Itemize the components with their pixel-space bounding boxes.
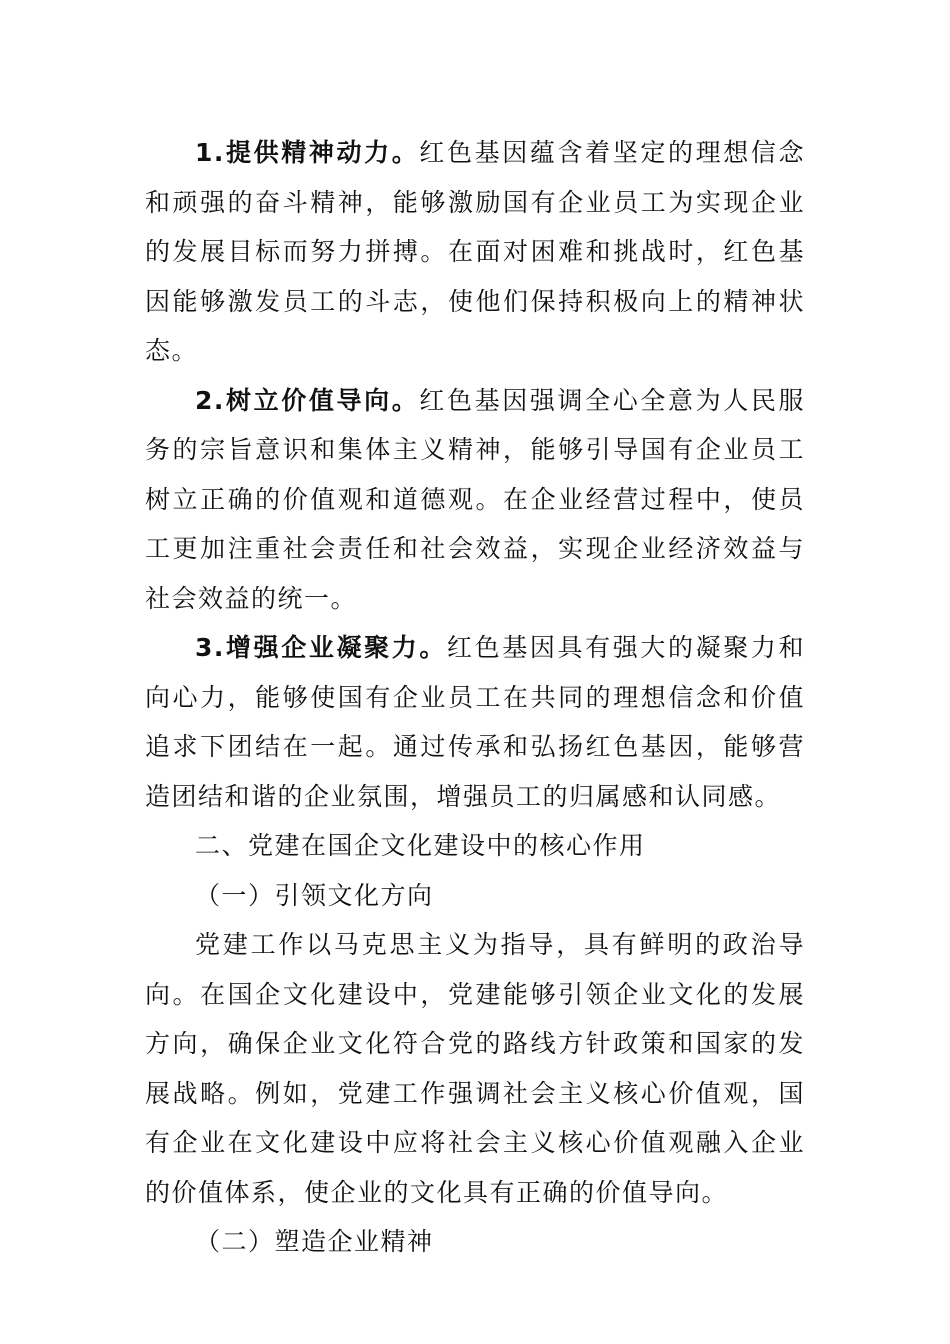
subsection-heading-enterprise-spirit: （二）塑造企业精神 bbox=[195, 1227, 434, 1256]
paragraph-spiritual-motivation bbox=[145, 128, 805, 376]
paragraph-lead: 3.增强企业凝聚力。 bbox=[195, 633, 447, 662]
paragraph-text: 红色基因强调全心全意为人民服务的宗旨意识和集体主义精神，能够引导国有企业员工树立正确的价值观和道德观。在企业经营过程中，使员工更加注重社会责任和社会效益，实现企业经济效益与社会效益的统一。 bbox=[145, 385, 805, 613]
document-body bbox=[145, 128, 805, 1267]
paragraph-text: 红色基因具有强大的凝聚力和向心力，能够使国有企业员工在共同的理想信念和价值追求下团结在一起。通过传承和弘扬红色基因，能够营造团结和谐的企业氛围，增强员工的归属感和认同感。 bbox=[145, 633, 805, 811]
subsection-heading-culture-direction: （一）引领文化方向 bbox=[195, 880, 434, 910]
paragraph-text: 红色基因蕴含着坚定的理想信念和顽强的奋斗精神，能够激励国有企业员工为实现企业的发展目标而努力拼搏。在面对困难和挑战时，红色基因能够激发员工的斗志，使他们保持积极向上的精神状态。 bbox=[145, 138, 805, 365]
paragraph-cohesion bbox=[145, 623, 805, 821]
paragraph-lead: 2.树立价值导向。 bbox=[195, 385, 420, 415]
section-heading: 二、党建在国企文化建设中的核心作用 bbox=[195, 831, 646, 860]
paragraph-lead: 1.提供精神动力。 bbox=[195, 138, 420, 167]
paragraph-value-orientation bbox=[145, 376, 805, 624]
paragraph-culture-direction: 党建工作以马克思主义为指导，具有鲜明的政治导向。在国企文化建设中，党建能够引领企业文化的发展方向，确保企业文化符合党的路线方针政策和国家的发展战略。例如，党建工作强调社会主义核心价值观，国有企业在文化建设中应将社会主义核心价值观融入企业的价值体系，使企业的文化具有正确的价值导向。 bbox=[145, 930, 805, 1207]
